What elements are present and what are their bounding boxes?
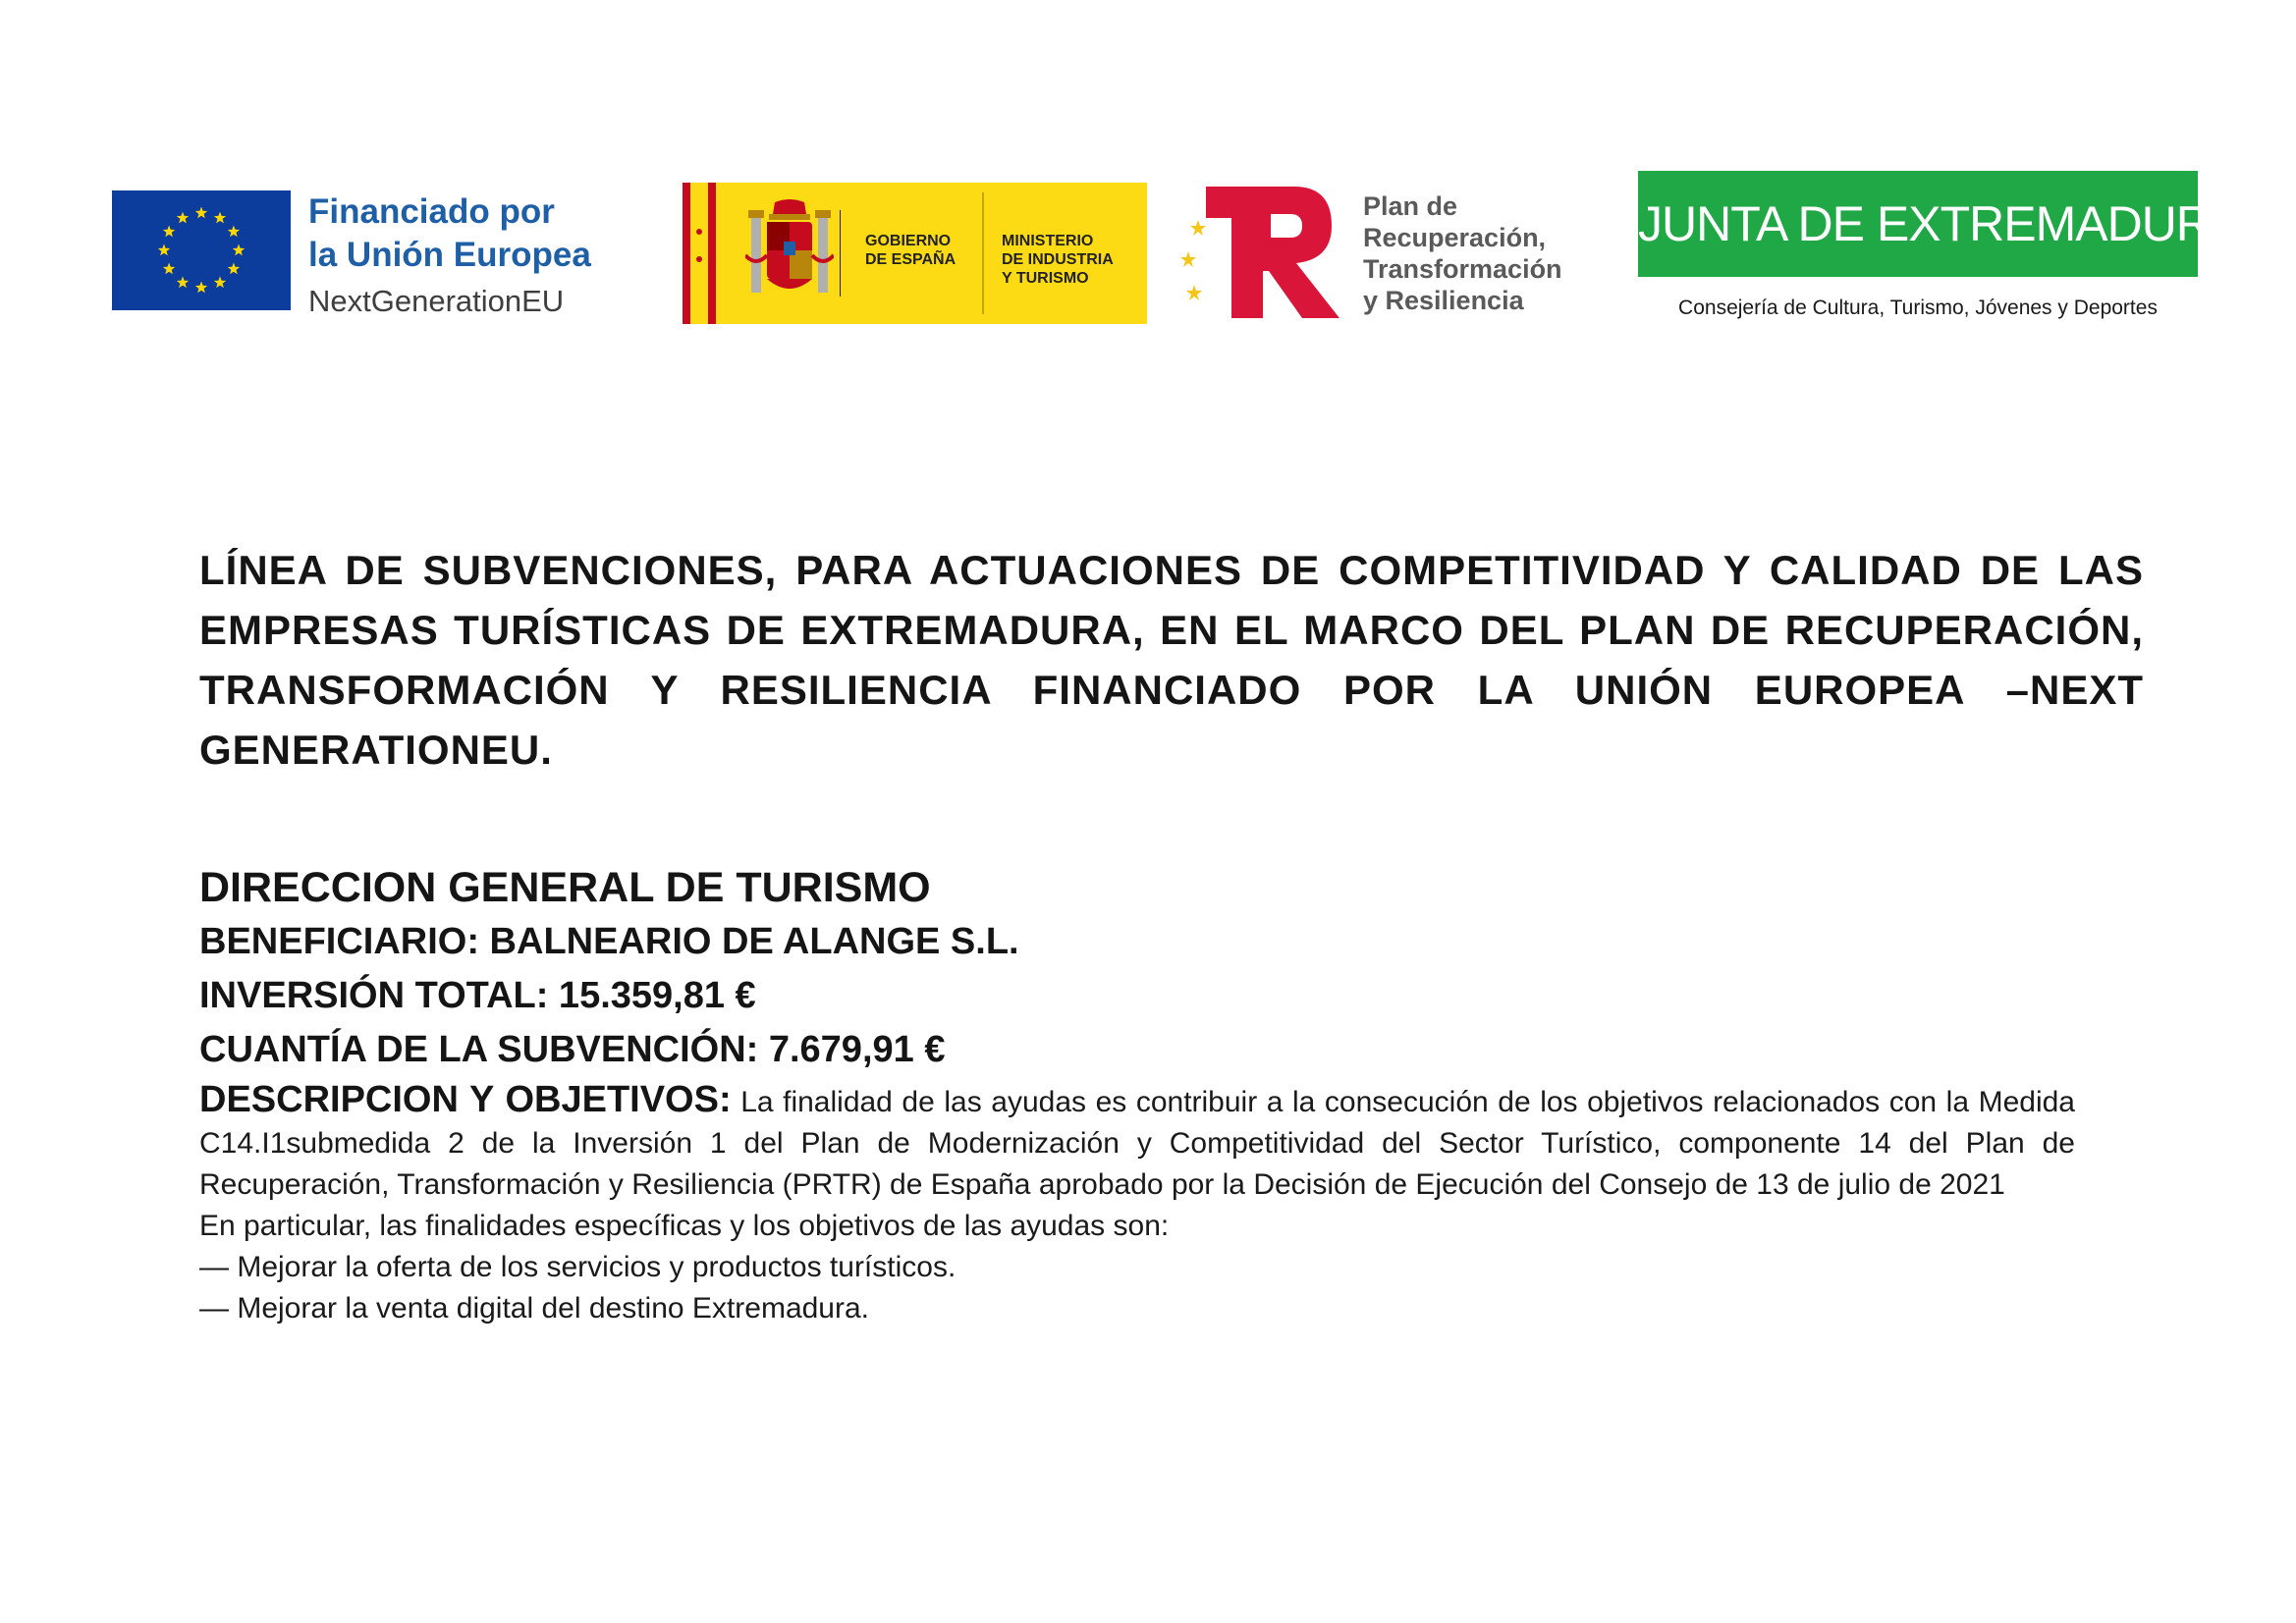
description-paragraph — [199, 1079, 2075, 1206]
ministerio-line: Y TURISMO — [1002, 270, 1089, 287]
eu-star-icon — [158, 244, 170, 256]
prtr-line: Transformación — [1363, 254, 1562, 284]
objective-item: — Mejorar la venta digital del destino Extremadura. — [199, 1292, 870, 1325]
description-label: DESCRIPCION Y OBJETIVOS: — [199, 1079, 732, 1120]
eu-star-icon — [177, 276, 189, 288]
eu-star-icon — [233, 244, 245, 256]
prtr-logo-text — [1363, 190, 1589, 316]
eu-star-icon — [163, 263, 175, 275]
eu-flag-icon — [112, 190, 291, 310]
prtr-line: y Resiliencia — [1363, 286, 1524, 315]
eu-star-icon — [228, 263, 240, 275]
document-title: LÍNEA DE SUBVENCIONES, PARA ACTUACIONES DE COMPETITIVIDAD Y CALIDAD DE LAS EMPRESAS TURÍSTICAS DE EXTREMADURA, EN EL MARCO DEL PLAN DE RECUPERACIÓN, TRANSFORMACIÓN Y RESILIENCIA FINANCIADO POR LA UNIÓN EUROPEA –NEXT GENERATIONEU. — [199, 547, 2144, 773]
coat-of-arms-icon — [745, 196, 834, 310]
prtr-tr-icon — [1175, 185, 1351, 322]
ministerio-text — [1002, 232, 1139, 288]
objective-item: — Mejorar la oferta de los servicios y productos turísticos. — [199, 1251, 957, 1283]
eu-logo-line2: la Unión Europea — [308, 236, 591, 274]
grant-info — [199, 860, 2075, 1329]
beneficiary-line: BENEFICIARIO: BALNEARIO DE ALANGE S.L. — [199, 921, 1019, 962]
eu-star-icon — [228, 226, 240, 238]
small-stars-icon — [690, 183, 708, 324]
ministerio-divider — [982, 192, 984, 314]
eu-stars-icon — [112, 190, 291, 310]
gobierno-line: DE ESPAÑA — [865, 251, 957, 268]
eu-star-icon — [195, 207, 207, 219]
junta-extremadura-logo — [1638, 171, 2243, 328]
prtr-logo — [1175, 185, 1587, 322]
spain-flag-stripe-right — [708, 183, 716, 324]
gobierno-line: GOBIERNO — [865, 233, 952, 249]
ministerio-line: MINISTERIO — [1002, 233, 1094, 249]
prtr-line: Plan de — [1363, 191, 1458, 221]
gobierno-espana-text — [865, 232, 973, 269]
junta-title: JUNTA DE EXTREMADURA — [1638, 171, 2198, 277]
gobierno-separator — [840, 210, 841, 297]
eu-star-icon — [195, 282, 207, 294]
description-text: La finalidad de las ayudas es contribuir a la consecución de los objetivos relacionados con la Medida C14.I1submedida 2 de la Inversión 1 del Plan de Modernización y Competitividad del Sector Turístico, componente 14 del Plan de Recuperación, Transformación y Resiliencia (PRTR) de España aprobado por la Decisión de Ejecución del Consejo de 13 de julio de 2021 — [199, 1086, 2075, 1201]
eu-logo-line3: NextGenerationEU — [308, 284, 565, 318]
eu-logo-line1: Financiado por — [308, 192, 555, 231]
prtr-line: Recuperación, — [1363, 223, 1547, 252]
ministerio-line: DE INDUSTRIA — [1002, 251, 1114, 268]
total-investment-line: INVERSIÓN TOTAL: 15.359,81 € — [199, 975, 756, 1016]
eu-star-icon — [177, 212, 189, 224]
junta-subtitle: Consejería de Cultura, Turismo, Jóvenes y Deportes — [1678, 297, 2158, 319]
objectives-intro: En particular, las finalidades específicas y los objetivos de las ayudas son: — [199, 1210, 1170, 1242]
department-heading: DIRECCION GENERAL DE TURISMO — [199, 864, 931, 911]
eu-star-icon — [163, 226, 175, 238]
eu-logo-text — [308, 190, 632, 320]
subsidy-amount-line: CUANTÍA DE LA SUBVENCIÓN: 7.679,91 € — [199, 1029, 946, 1070]
eu-star-icon — [214, 276, 226, 288]
eu-star-icon — [214, 212, 226, 224]
spain-flag-stripe-left — [683, 183, 690, 324]
spain-flag-stripe-mid — [690, 183, 708, 324]
eu-funding-logo — [112, 190, 623, 318]
gobierno-espana-logo — [683, 183, 1147, 324]
